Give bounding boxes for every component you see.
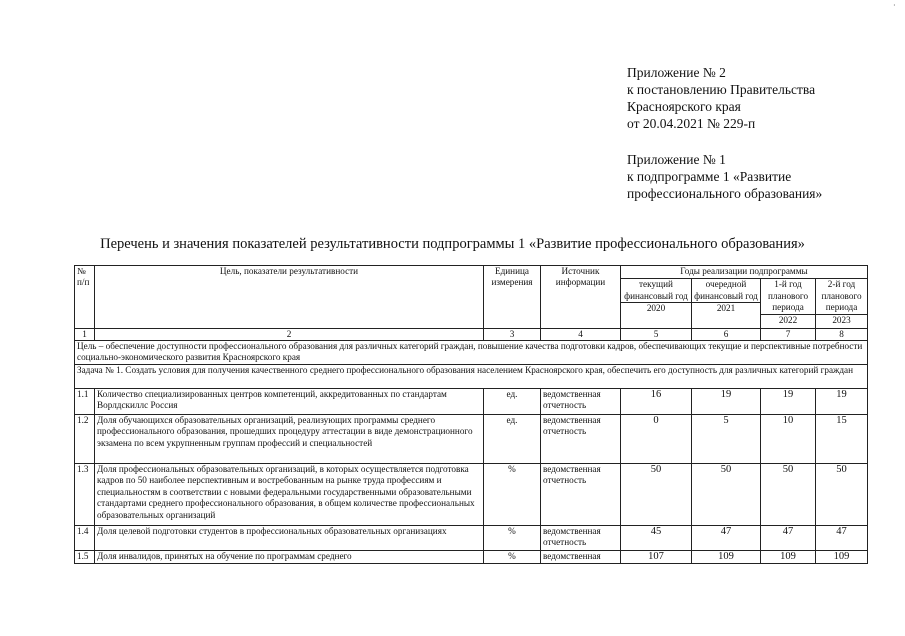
row-num: 1.1 xyxy=(75,389,95,415)
appendix-line: Приложение № 1 xyxy=(627,152,726,167)
row-value: 15 xyxy=(816,415,868,464)
column-number: 1 xyxy=(75,329,95,341)
column-number: 7 xyxy=(761,329,816,341)
year-value: 2022 xyxy=(761,314,815,327)
row-value: 47 xyxy=(816,526,868,551)
row-value: 109 xyxy=(692,551,761,564)
appendix-line: к подпрограмме 1 «Развитие xyxy=(627,169,792,184)
row-value: 109 xyxy=(816,551,868,564)
row-value: 16 xyxy=(621,389,692,415)
row-num: 1.2 xyxy=(75,415,95,464)
table-row xyxy=(75,415,868,464)
year-label: 2-й год планового периода xyxy=(821,279,862,313)
header-source: Источник информации xyxy=(541,266,621,329)
row-unit: ед. xyxy=(484,415,541,464)
year-value: 2023 xyxy=(816,314,867,327)
scan-mark: · xyxy=(893,1,896,10)
row-source: ведомственная отчетность xyxy=(541,415,621,464)
year-label: 1-й год планового периода xyxy=(767,279,809,313)
row-value: 109 xyxy=(761,551,816,564)
document-title: Перечень и значения показателей результативности подпрограммы 1 «Развитие профессионального образования» xyxy=(100,236,805,252)
row-unit: % xyxy=(484,526,541,551)
row-unit: ед. xyxy=(484,389,541,415)
row-source: ведомственная xyxy=(541,551,621,564)
appendix-decree-header xyxy=(627,64,815,132)
row-source: ведомственная отчетность xyxy=(541,464,621,526)
row-value: 45 xyxy=(621,526,692,551)
header-year-col xyxy=(621,279,692,329)
indicators-table xyxy=(74,265,868,564)
row-num: 1.3 xyxy=(75,464,95,526)
column-number: 6 xyxy=(692,329,761,341)
appendix-subprogram-header xyxy=(627,151,822,202)
appendix-line: от 20.04.2021 № 229-п xyxy=(627,116,756,131)
header-year-col xyxy=(761,279,816,329)
column-number: 3 xyxy=(484,329,541,341)
row-value: 19 xyxy=(761,389,816,415)
row-name: Доля инвалидов, принятых на обучение по программам среднего xyxy=(95,551,484,564)
row-value: 50 xyxy=(816,464,868,526)
table-row xyxy=(75,464,868,526)
row-num: 1.5 xyxy=(75,551,95,564)
row-name: Доля профессиональных образовательных организаций, в которых осуществляется подготовка кадров по 50 наиболее перспективным и востребованным на рынке труда профессиям и специальностям в соответствии с новыми федеральными государственными образовательными стандартами среднего профессионального образования, в общем количестве профессиональных образовательных организаций xyxy=(95,464,484,526)
appendix-line: профессионального образования» xyxy=(627,186,823,201)
row-source: ведомственная отчетность xyxy=(541,526,621,551)
row-value: 50 xyxy=(761,464,816,526)
row-unit: % xyxy=(484,551,541,564)
year-value: 2021 xyxy=(692,302,760,315)
row-value: 19 xyxy=(816,389,868,415)
header-year-col xyxy=(692,279,761,329)
row-value: 47 xyxy=(761,526,816,551)
column-number: 2 xyxy=(95,329,484,341)
row-value: 107 xyxy=(621,551,692,564)
header-unit: Единица измерения xyxy=(484,266,541,329)
goal-row: Цель – обеспечение доступности профессионального образования для различных категорий граждан, повышение качества подготовки кадров, обеспечивающих текущие и перспективные потребности социально-экономического развития Красноярского края xyxy=(75,341,868,365)
row-value: 0 xyxy=(621,415,692,464)
header-num: № п/п xyxy=(75,266,95,329)
row-unit: % xyxy=(484,464,541,526)
column-number: 5 xyxy=(621,329,692,341)
row-name: Количество специализированных центров компетенций, аккредитованных по стандартам Ворлдскиллс Россия xyxy=(95,389,484,415)
table-row xyxy=(75,526,868,551)
year-label: текущий финансовый год xyxy=(624,279,688,301)
column-number: 4 xyxy=(541,329,621,341)
row-num: 1.4 xyxy=(75,526,95,551)
appendix-line: Красноярского края xyxy=(627,99,741,114)
row-source: ведомственная отчетность xyxy=(541,389,621,415)
table-row xyxy=(75,551,868,564)
task-row: Задача № 1. Создать условия для получения качественного среднего профессионального образования населением Красноярского края, обеспечить его доступность для различных категорий граждан xyxy=(75,365,868,389)
column-number: 8 xyxy=(816,329,868,341)
appendix-line: к постановлению Правительства xyxy=(627,82,816,97)
appendix-line: Приложение № 2 xyxy=(627,65,726,80)
row-value: 50 xyxy=(692,464,761,526)
year-value: 2020 xyxy=(621,302,691,315)
header-year-col xyxy=(816,279,868,329)
row-value: 5 xyxy=(692,415,761,464)
year-label: очередной финансовый год xyxy=(694,279,758,301)
header-years-group: Годы реализации подпрограммы xyxy=(621,266,868,279)
header-goal: Цель, показатели результативности xyxy=(95,266,484,329)
row-value: 10 xyxy=(761,415,816,464)
row-value: 50 xyxy=(621,464,692,526)
row-value: 47 xyxy=(692,526,761,551)
row-value: 19 xyxy=(692,389,761,415)
row-name: Доля обучающихся образовательных организаций, реализующих программы среднего профессионального образования, прошедших процедуру аттестации в виде демонстрационного экзамена по всем укрупненным группам профессий и специальностей xyxy=(95,415,484,464)
table-row xyxy=(75,389,868,415)
row-name: Доля целевой подготовки студентов в профессиональных образовательных организациях xyxy=(95,526,484,551)
